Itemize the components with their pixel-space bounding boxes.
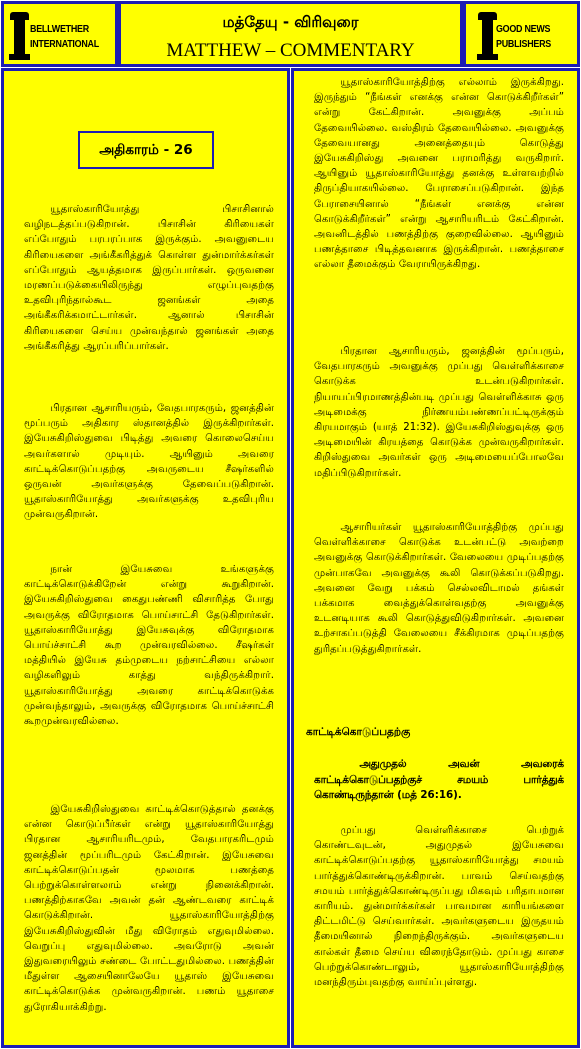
bellwether-logo <box>10 12 113 62</box>
lamp-icon <box>14 16 25 56</box>
paragraph: பிரதான ஆசாரியரும், வேதபாரகரும், ஜனத்தின் மூப்பரும் அதிகார ஸ்தானத்தில் இருக்கிறார்கள். இயேசுகிறிஸ்துவை பிடித்து அவரை கொலைசெய்ய அவர்களால் முடியும். ஆயினும் அவரை காட்டிக்கொடுப்பதற்கு அவருடைய சீஷர்களில் ஒருவன் அவர்களுக்கு தேவைப்படுகிறான். யூதாஸ்காரியோத்து அவர்களுக்கு உதவிபுரிய முன்வருகிறான். <box>24 403 274 521</box>
logo-line-2: PUBLISHERS <box>496 38 551 50</box>
header-title-panel <box>118 1 463 67</box>
logo-line-1: BELLWETHER <box>30 23 89 35</box>
page-title-tamil: மத்தேயு - விரிவுரை <box>222 13 359 31</box>
section-heading: காட்டிக்கொடுப்பதற்கு <box>306 726 411 738</box>
lamp-icon <box>482 16 493 56</box>
chapter-label: அதிகாரம் - 26 <box>78 131 214 169</box>
paragraph: இயேசுகிறிஸ்துவை காட்டிக்கொடுத்தால் தனக்கு என்ன கொடுப்பீர்கள் என்று யூதாஸ்காரியோத்து பிரதான ஆசாரியரிடமும், வேதபாரகரிடமும் ஜனத்தின் மூப்பரிடமும் கேட்கிறான். இயேசுவை காட்டிக்கொடுப்பதன் மூலமாக பணத்தை பெற்றுக்கொள்ளலாம் என்று நினைக்கிறான். பணத்திற்காகவே அவன் தன் ஆண்டவரை காட்டிக் கொடுக்கிறான். யூதாஸ்காரியோத்திற்கு இயேசுகிறிஸ்துவின் மீது விரோதம் எதுவுமில்லை. வெறுப்பு எதுவுமில்லை. அவரோடு அவன் இதுவரையிலும் சண்டை போட்டதுமில்லை. பணத்தின் மீதுள்ள ஆசையினாலேயே யூதாஸ் இயேசுவை காட்டிக்கொடுக்க முன்வருகிறான். பணம் யூதாசை துரோகியாக்கிற்று. <box>24 804 274 1013</box>
paragraph: ஆசாரியர்கள் யூதாஸ்காரியோத்திற்கு முப்பது வெள்ளிக்காசை கொடுக்க உடன்பட்டு அவற்றை அவனுக்கு கொடுக்கிறார்கள். வேலையை முடிப்பதற்கு முன்பாகவே அவனுக்கு கூலி கொடுக்கப்படுகிறது. அவனை வேறு பக்கம் செல்லவிடாமல் தங்கள் பக்கமாக வைத்துக்கொள்வதற்கு அவனுக்கு உடனடியாக கூலி கொடுத்துவிடுகிறார்கள். அவனை உற்சாகப்படுத்தி வேலையை சீக்கிரமாக முடிப்பதற்கு துரிதப்படுத்துகிறார்கள். <box>314 522 564 655</box>
logo-line-1: GOOD NEWS <box>496 23 551 35</box>
good-news-logo <box>472 12 575 62</box>
paragraph: பிரதான ஆசாரியரும், ஜனத்தின் மூப்பரும், வேதபாரகரும் அவனுக்கு முப்பது வெள்ளிக்காசை கொடுக்க உடன்படுகிறார்கள். நியாயப்பிரமாணத்தின்படி முப்பது வெள்ளிக்காசு ஒரு அடிமைக்கு நிர்ணயம்பண்ணப்பட்டிருக்கும் கிரயமாகும் (யாத் 21:32). இயேசுகிறிஸ்துவுக்கு ஒரு அடிமையின் கிரயத்தை கொடுக்க முன்வருகிறார்கள். கிறிஸ்துவை அவர்கள் ஒரு அடிமையைப்போலவே மதிப்பிடுகிறார்கள். <box>314 346 564 479</box>
paragraph: முப்பது வெள்ளிக்காசை பெற்றுக் கொண்டவுடன், அதுமுதல் இயேசுவை காட்டிக்கொடுப்பதற்கு யூதாஸ்காரியோத்து சமயம் பார்த்துக்கொண்டிருக்கிறான். பாவம் செய்வதற்கு சமயம் பார்த்துக்கொண்டிருப்பது மிகவும் பரிதாபமான காரியம். துன்மார்க்கர்கள் பாவமான காரியங்களை திட்டமிட்டு செய்வார்கள். அவர்களுடைய இருதயம் தீமையினால் நிறைந்திருக்கும். அவர்களுடைய கால்கள் தீமை செய்ய விரைந்தோடும். முப்பது காசை பெற்றுக்கொண்டாலும், யூதாஸ்காரியோத்திற்கு மனந்திரும்புவதற்கு வாய்ப்புள்ளது. <box>314 825 564 989</box>
logo-line-2: INTERNATIONAL <box>30 38 99 50</box>
paragraph: யூதாஸ்காரியோத்து பிசாசினால் வழிநடத்தப்படுகிறான். பிசாசின் கிரியைகள் எப்போதும் பரபரப்பாக இருக்கும். அவனுடைய கிரியைகளை அங்கீகரித்துக் கொள்ள துன்மார்க்கர்கள் எப்போதும் ஆயத்தமாக இருப்பார்கள். ஒருவனை மரணப்படுக்கையிலிருந்து எழுப்புவதற்கு உதவிபுரிந்தால்கூட ஜனங்கள் அதை அங்கீகரிக்கமாட்டார்கள். ஆனால் பிசாசின் கிரியைகளை செய்ய முன்வந்தால் ஜனங்கள் அதை அங்கீகரித்து ஆரப்பரிப்பார்கள். <box>24 204 274 352</box>
left-column <box>1 68 290 1048</box>
paragraph: யூதாஸ்காரியோத்திற்கு எல்லாம் இருக்கிறது. இருந்தும் “நீங்கள் எனக்கு என்ன கொடுக்கிறீர்கள்” என்று கேட்கிறான். அவனுக்கு அப்பம் தேவையில்லை. வஸ்திரம் தேவையில்லை. அவனுக்கு தேவையானது அனைத்தையும் கொடுத்து இயேசுகிறிஸ்து அவனை பராமரித்து வருகிறார். ஆயினும் யூதாஸ்காரியோத்து தனக்கு உள்ளவற்றில் திருப்தியாகயில்லை. பேராசைப்படுகிறான். இந்த பேராசையினால் “நீங்கள் எனக்கு என்ன கொடுக்கிறீர்கள்” என்று ஆசாரியரிடம் கேட்கிறான். அவனிடத்தில் பணத்திற்கு குறைவில்லை. ஆயினும் பணத்தாசை பிடித்தவனாக இருக்கிறான். பணத்தாசை எல்லா தீமைக்கும் வேராயிருக்கிறது. <box>314 77 564 271</box>
header-right-panel <box>463 1 580 67</box>
verse-quote: அதுமுதல் அவன் அவரைக் காட்டிக்கொடுப்பதற்குச் சமயம் பார்த்துக் கொண்டிருந்தான் (மத் 26:16). <box>314 758 564 801</box>
paragraph: நான் இயேசுவை உங்களுக்கு காட்டிக்கொடுக்கிறேன் என்று கூறுகிறான். இயேசுகிறிஸ்துவை கைதுபண்ணி விசாரித்த போது அவருக்கு விரோதமாக பொய்சாட்சி தேடுகிறார்கள். யூதாஸ்காரியோத்து இயேசுவுக்கு விரோதமாக பொய்ச்சாட்சி கூற முன்வரவில்லை. சீஷர்கள் மத்தியில் இயேசு தம்முடைய நற்சாட்சியை எல்லா வழிகளிலும் காத்து வந்திருக்கிறார். யூதாஸ்காரியோத்து அவரை காட்டிக்கொடுக்க முன்வந்தாலும், அவருக்கு விரோதமாக பொய்ச்சாட்சி கூறமுன்வரவில்லை. <box>24 564 274 728</box>
page-title-english: MATTHEW – COMMENTARY <box>166 40 415 61</box>
header-left-panel <box>1 1 118 67</box>
right-column <box>291 68 580 1048</box>
